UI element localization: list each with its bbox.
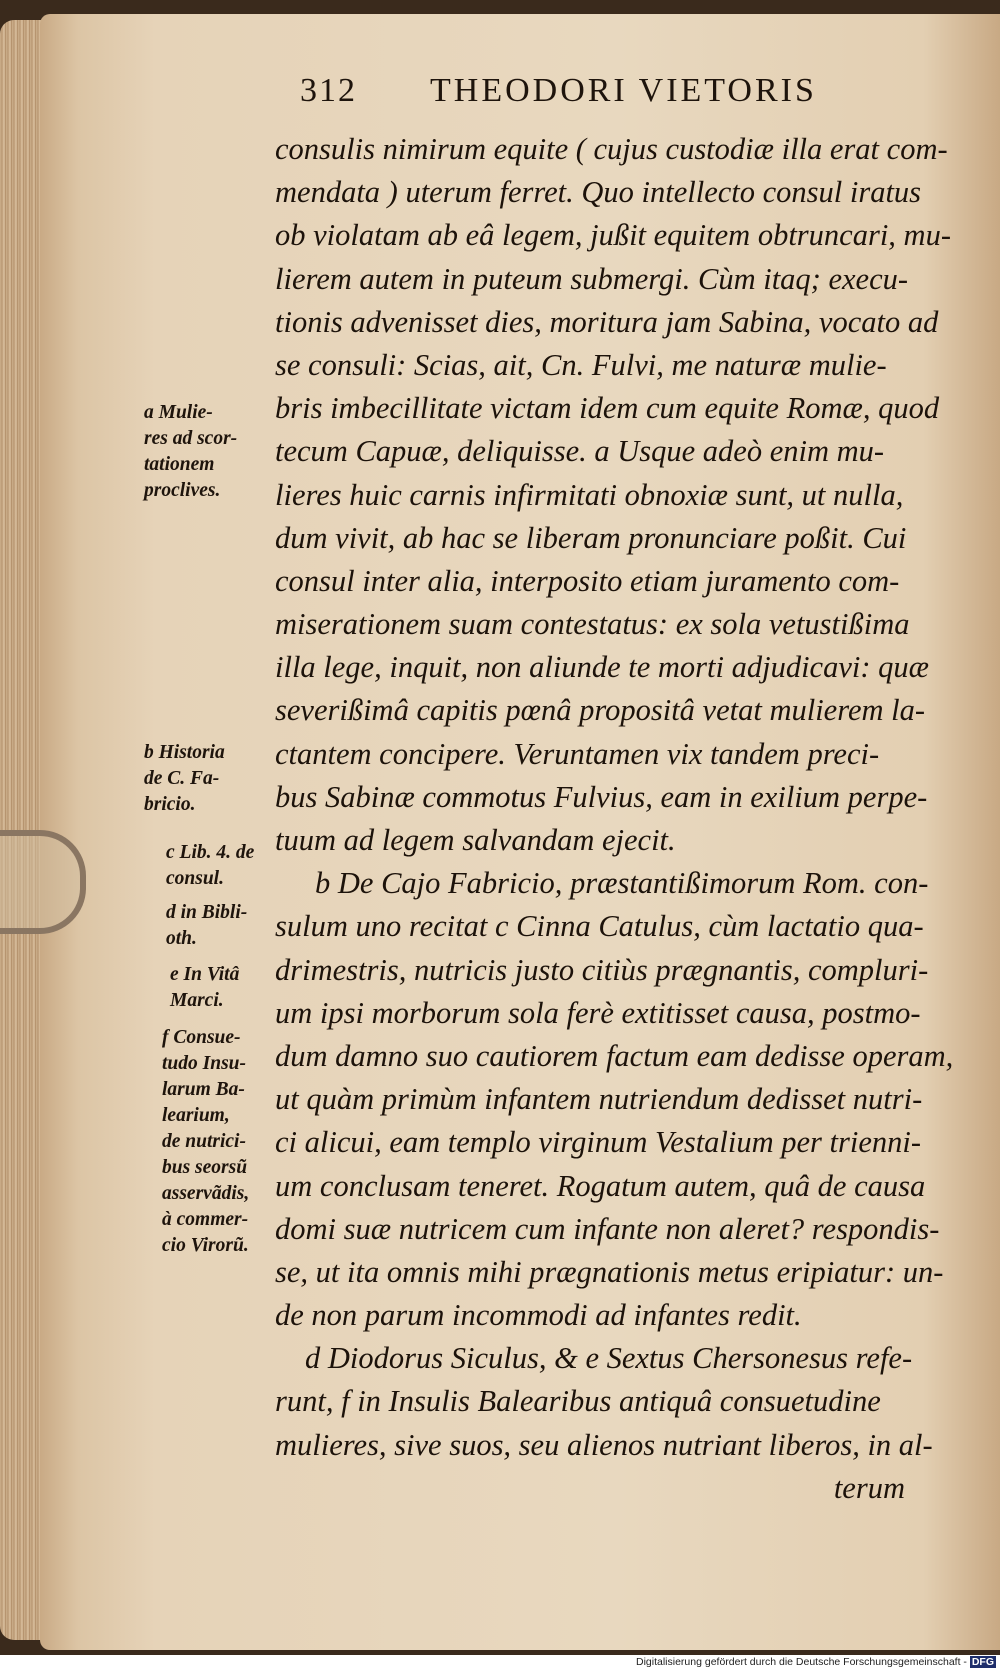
body-line: ctantem concipere. Veruntamen vix tandem preci- [275,736,880,771]
page-number: 312 [300,72,357,109]
body-line: tecum Capuæ, deliquisse. a Usque adeò enim mu- [275,434,885,469]
body-line: illa lege, inquit, non aliunde te morti adjudicavi: quæ [275,650,929,685]
body-text [275,128,954,1510]
body-line: lieres huic carnis infirmitati obnoxiæ sunt, ut nulla, [275,477,904,512]
body-line: se consuli: Scias, ait, Cn. Fulvi, me naturæ mulie- [275,347,887,382]
note-line: b Historia [144,742,225,763]
footer-credit [636,1656,996,1668]
note-line: de nutrici- [162,1131,246,1152]
body-line: ci alicui, eam templo virginum Vestalium per trienni- [275,1125,922,1160]
body-line: ut quàm primùm infantem nutriendum dedisset nutri- [275,1082,923,1117]
note-line: de C. Fa- [144,768,220,789]
margin-note-c [166,840,254,892]
margin-note-d [166,900,247,952]
note-line: Marci. [170,990,224,1011]
note-line: tudo Insu- [162,1053,246,1074]
body-line: bris imbecillitate victam idem cum equite Romæ, quod [275,391,940,426]
running-title: THEODORI VIETORIS [430,72,817,109]
note-line: bus seorsũ [162,1157,248,1178]
margin-note-e [170,962,239,1014]
note-line: oth. [166,928,197,949]
note-line: a Mulie- [144,402,213,423]
note-line: f Consue- [162,1027,241,1048]
note-line: c Lib. 4. de [166,842,255,863]
body-line: dum damno suo cautiorem factum eam dedisse operam, [275,1038,954,1073]
body-line: tuum ad legem salvandam ejecit. [275,823,676,857]
body-line: bus Sabinæ commotus Fulvius, eam in exilium perpe- [275,779,928,814]
body-line: consul inter alia, interposito etiam juramento com- [275,563,900,598]
body-line: d Diodorus Siculus, & e Sextus Chersonesus refe- [305,1341,913,1376]
note-line: d in Bibli- [166,902,248,923]
body-line: severißimâ capitis pœnâ propositâ vetat mulierem la- [275,693,926,728]
body-line: lierem autem in puteum submergi. Cùm itaq; execu- [275,261,909,296]
body-line: se, ut ita omnis mihi prægnationis metus eripiatur: un- [275,1254,944,1289]
body-line: de non parum incommodi ad infantes redit. [275,1298,802,1333]
note-line: learium, [162,1105,230,1126]
body-line: b De Cajo Fabricio, præstantißimorum Rom. con- [315,866,929,901]
note-line: bricio. [144,794,196,815]
note-line: proclives. [144,480,221,501]
note-line: à commer- [162,1209,249,1230]
footer-credit-text: Digitalisierung gefördert durch die Deutsche Forschungsgemeinschaft - [635,1656,967,1668]
body-line: domi suæ nutricem cum infante non aleret? respondis- [275,1211,940,1246]
margin-note-b [144,740,225,818]
body-line: miserationem suam contestatus: ex sola vetustißima [275,607,910,642]
body-line: runt, f in Insulis Balearibus antiquâ consuetudine [275,1384,881,1419]
body-line: consulis nimirum equite ( cujus custodiæ illa erat com- [275,132,948,166]
note-line: e In Vitâ [170,964,240,985]
margin-note-a [144,400,237,504]
note-line: larum Ba- [162,1079,245,1100]
note-line: tationem [144,454,215,475]
body-line: ob violatam ab eâ legem, jußit equitem obtruncari, mu- [275,218,951,253]
note-line: asservãdis, [162,1183,250,1204]
note-line: cio Virorũ. [162,1235,249,1256]
body-line: terum [833,1470,905,1505]
note-line: consul. [166,868,224,889]
body-line: um conclusam teneret. Rogatum autem, quâ de causa [275,1168,926,1203]
body-line: sulum uno recitat c Cinna Catulus, cùm lactatio qua- [275,909,924,944]
body-line: mendata ) uterum ferret. Quo intellecto consul iratus [275,175,922,210]
dfg-logo: DFG [971,1656,994,1668]
body-line: tionis advenisset dies, moritura jam Sabina, vocato ad [275,304,939,339]
margin-note-f [162,1025,249,1259]
page-clip [0,830,86,934]
note-line: res ad scor- [144,428,238,449]
body-line: mulieres, sive suos, seu alienos nutriant liberos, in al- [275,1427,933,1462]
body-line: um ipsi morborum sola ferè extitisset causa, postmo- [275,995,921,1030]
body-line: dum vivit, ab hac se liberam pronunciare poßit. Cui [275,520,907,555]
body-line: drimestris, nutricis justo citiùs prægnantis, compluri- [275,952,929,987]
page-header [300,72,920,122]
